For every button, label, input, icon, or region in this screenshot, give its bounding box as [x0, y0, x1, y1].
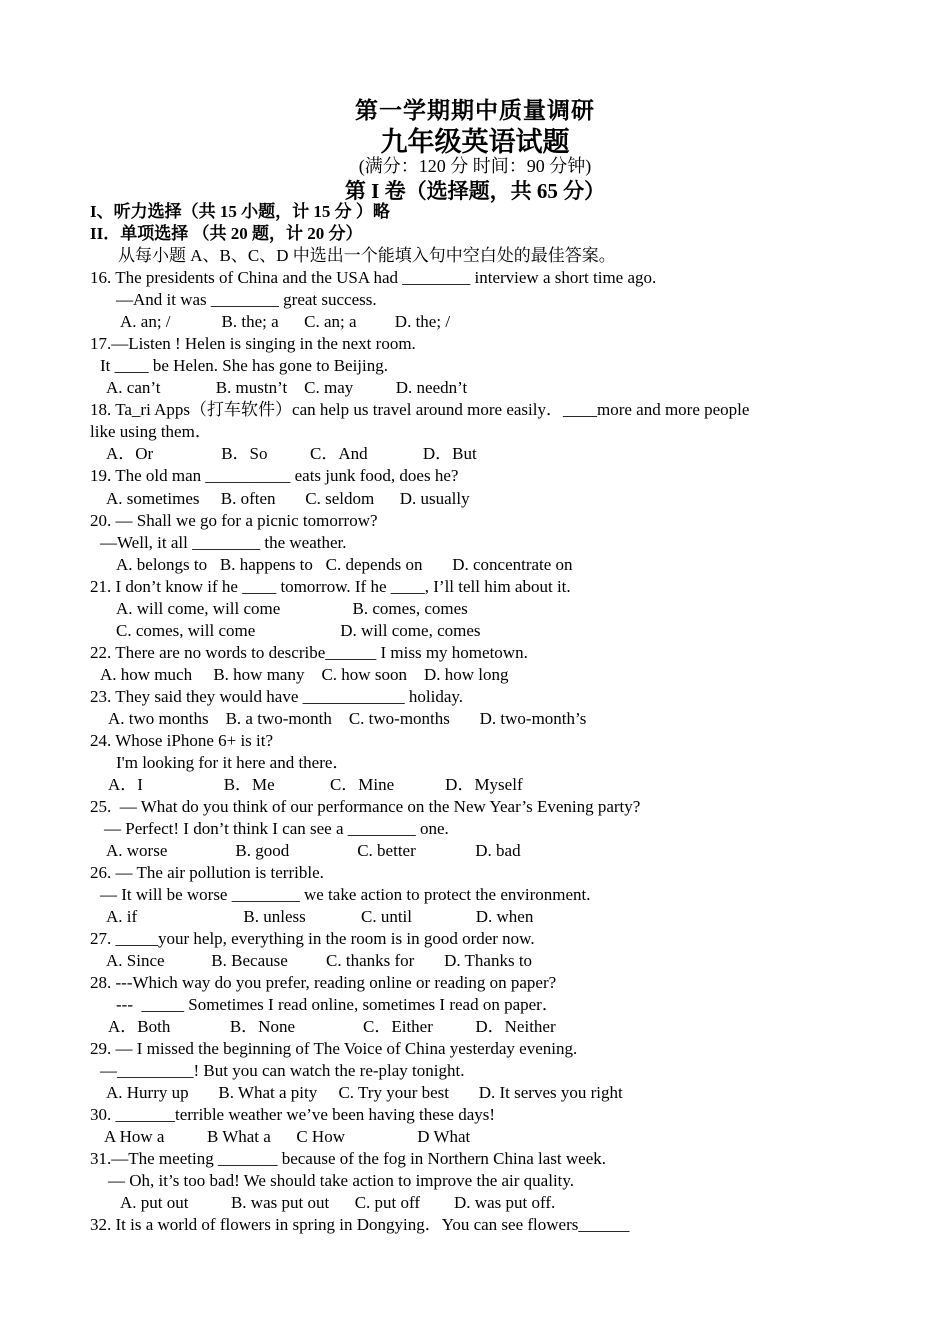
text-line-q23: 23. They said they would have ____________ holiday. [90, 687, 464, 706]
text-line-q21: 21. I don’t know if he ____ tomorrow. If he ____, I’ll tell him about it. [90, 577, 571, 596]
text-line-q16b: —And it was ________ great success. [116, 290, 377, 309]
text-line-q25b: — Perfect! I don’t think I can see a ________ one. [104, 819, 449, 838]
text-line-q17o: A. can’t B. mustn’t C. may D. needn’t [106, 378, 468, 397]
text-line-q24o: A．I B．Me C．Mine D．Myself [108, 775, 523, 794]
text-line-q30o: A How a B What a C How D What [104, 1127, 471, 1146]
text-line-q31: 31.—The meeting _______ because of the fog in Northern China last week. [90, 1149, 607, 1168]
text-line-q16o: A. an; / B. the; a C. an; a D. the; / [120, 312, 451, 331]
text-line-q26o: A. if B. unless C. until D. when [106, 907, 534, 926]
text-line-q23o: A. two months B. a two-month C. two-months D. two-month’s [108, 709, 587, 728]
text-line-q20o: A. belongs to B. happens to C. depends on D. concentrate on [116, 555, 573, 574]
text-line-q29: 29. — I missed the beginning of The Voice of China yesterday evening. [90, 1039, 578, 1058]
text-line-q22: 22. There are no words to describe______ I miss my hometown. [90, 643, 528, 662]
exam-title: 第一学期期中质量调研 [355, 98, 595, 123]
text-line-q27: 27. _____your help, everything in the room is in good order now. [90, 929, 535, 948]
text-line-q26b: — It will be worse ________ we take action to protect the environment. [100, 885, 591, 904]
text-line-q29b: —_________! But you can watch the re-play tonight. [100, 1061, 465, 1080]
text-line-q18o: A．Or B．So C．And D．But [106, 444, 477, 463]
text-line-q32: 32. It is a world of flowers in spring in Dongying．You can see flowers______ [90, 1215, 630, 1234]
text-line-q19: 19. The old man __________ eats junk food, does he? [90, 466, 459, 485]
text-line-q21o2: C. comes, will come D. will come, comes [116, 621, 481, 640]
text-line-q26: 26. — The air pollution is terrible. [90, 863, 324, 882]
text-line-q17: 17.—Listen ! Helen is singing in the next room. [90, 334, 416, 353]
text-line-q18b: like using them． [90, 422, 212, 441]
text-line-q31b: — Oh, it’s too bad! We should take action to improve the air quality. [108, 1171, 575, 1190]
text-line-q25o: A. worse B. good C. better D. bad [106, 841, 521, 860]
text-line-q31o: A. put out B. was put out C. put off D. was put off. [120, 1193, 556, 1212]
text-line-q25: 25. — What do you think of our performance on the New Year’s Evening party? [90, 797, 641, 816]
text-line-q29o: A. Hurry up B. What a pity C. Try your best D. It serves you right [106, 1083, 623, 1102]
text-line-q24: 24. Whose iPhone 6+ is it? [90, 731, 274, 750]
text-line-sec1: I、听力选择（共 15 小题，计 15 分 ）略 [90, 202, 390, 221]
text-line-q27o: A. Since B. Because C. thanks for D. Thanks to [106, 951, 533, 970]
text-line-q17b: It ____ be Helen. She has gone to Beijing. [100, 356, 389, 375]
text-line-q28: 28. ---Which way do you prefer, reading online or reading on paper? [90, 973, 557, 992]
text-line-sec2: II．单项选择 （共 20 题，计 20 分） [90, 224, 363, 243]
text-line-q22o: A. how much B. how many C. how soon D. how long [100, 665, 509, 684]
text-line-q30: 30. _______terrible weather we’ve been having these days! [90, 1105, 496, 1124]
text-line-q20b: —Well, it all ________ the weather. [100, 533, 347, 552]
text-line-q20: 20. — Shall we go for a picnic tomorrow? [90, 511, 378, 530]
text-line-q19o: A. sometimes B. often C. seldom D. usually [106, 489, 470, 508]
text-line-q28b: --- _____ Sometimes I read online, sometimes I read on paper． [116, 995, 559, 1014]
text-line-q16: 16. The presidents of China and the USA had ________ interview a short time ago. [90, 268, 657, 287]
text-line-q28o: A．Both B．None C．Either D．Neither [108, 1017, 556, 1036]
text-line-q24b: I'm looking for it here and there． [116, 753, 350, 772]
part-heading: 第 I 卷（选择题，共 65 分） [344, 179, 606, 203]
text-line-q18: 18. Ta_ri Apps（打车软件）can help us travel around more easily．____more and more people [90, 400, 750, 419]
exam-subtitle: 九年级英语试题 [380, 127, 570, 157]
text-line-q21o1: A. will come, will come B. comes, comes [116, 599, 468, 618]
text-line-instr: 从每小题 A、B、C、D 中选出一个能填入句中空白处的最佳答案。 [118, 246, 616, 265]
score-time-text: (满分：120 分 时间：90 分钟) [358, 156, 592, 176]
